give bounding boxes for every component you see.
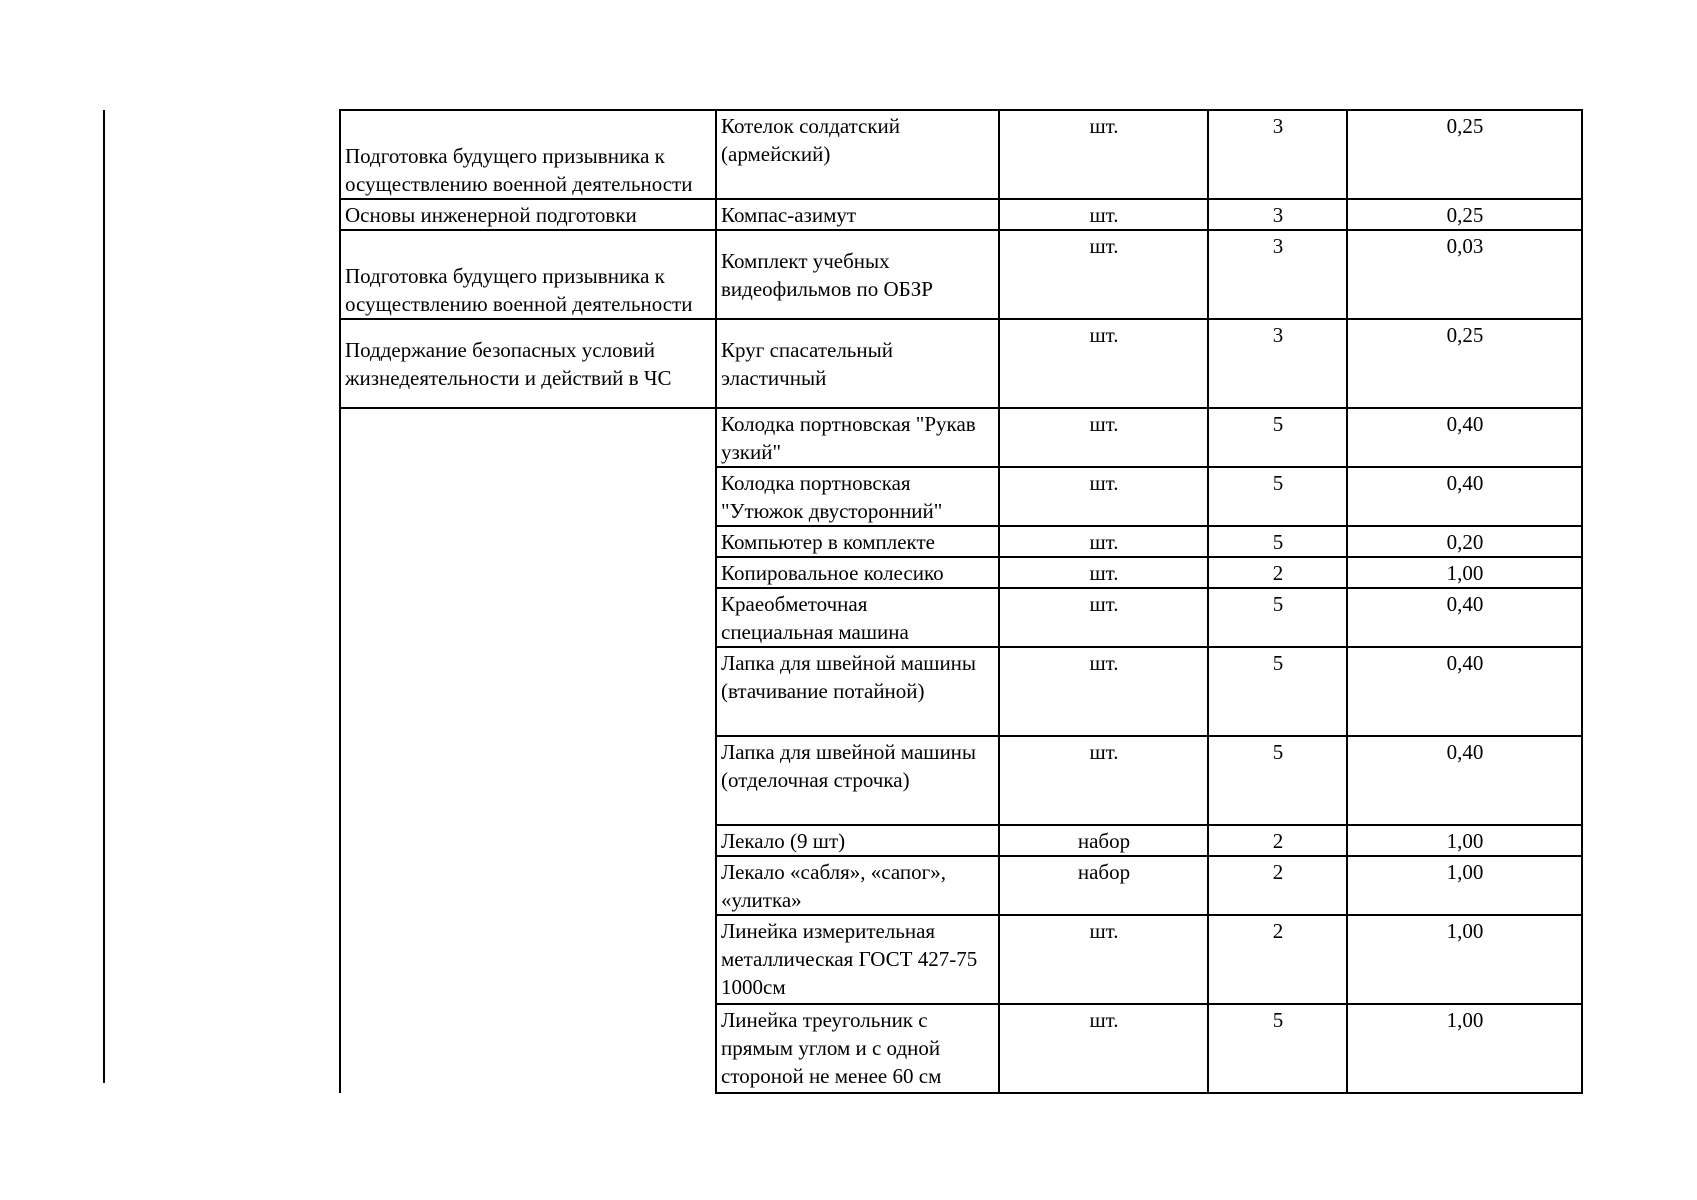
unit-cell: шт. (999, 647, 1208, 736)
topic-cell: Основы инженерной подготовки (340, 199, 716, 230)
qty-cell: 2 (1208, 856, 1347, 915)
coef-cell: 0,25 (1347, 110, 1582, 199)
item-cell: Компьютер в комплекте (716, 526, 999, 557)
coef-cell: 1,00 (1347, 825, 1582, 856)
qty-cell: 5 (1208, 647, 1347, 736)
table-row (340, 408, 1582, 467)
table-row (340, 230, 1582, 319)
coef-cell: 0,25 (1347, 319, 1582, 408)
qty-cell: 3 (1208, 319, 1347, 408)
unit-cell: шт. (999, 915, 1208, 1004)
coef-cell: 0,40 (1347, 647, 1582, 736)
item-cell: Комплект учебных видеофильмов по ОБЗР (716, 230, 999, 319)
qty-cell: 2 (1208, 557, 1347, 588)
table-row (340, 199, 1582, 230)
left-margin-rule (103, 110, 105, 1083)
coef-cell: 0,40 (1347, 408, 1582, 467)
coef-cell: 0,25 (1347, 199, 1582, 230)
equipment-table-wrapper (339, 109, 1583, 1094)
coef-cell: 1,00 (1347, 557, 1582, 588)
qty-cell: 2 (1208, 825, 1347, 856)
item-cell: Лекало «сабля», «сапог», «улитка» (716, 856, 999, 915)
item-cell: Колодка портновская "Рукав узкий" (716, 408, 999, 467)
unit-cell: шт. (999, 199, 1208, 230)
item-cell: Лапка для швейной машины (отделочная строчка) (716, 736, 999, 825)
equipment-table (339, 109, 1583, 1094)
item-cell: Копировальное колесико (716, 557, 999, 588)
qty-cell: 5 (1208, 526, 1347, 557)
topic-cell-empty (340, 408, 716, 1093)
unit-cell: шт. (999, 319, 1208, 408)
unit-cell: шт. (999, 230, 1208, 319)
topic-cell: Подготовка будущего призывника к осуществлению военной деятельности (340, 230, 716, 319)
table-row (340, 110, 1582, 199)
topic-cell: Подготовка будущего призывника к осуществлению военной деятельности (340, 110, 716, 199)
coef-cell: 0,40 (1347, 588, 1582, 647)
coef-cell: 0,03 (1347, 230, 1582, 319)
qty-cell: 5 (1208, 467, 1347, 526)
qty-cell: 5 (1208, 1004, 1347, 1093)
qty-cell: 5 (1208, 588, 1347, 647)
item-cell: Компас-азимут (716, 199, 999, 230)
coef-cell: 1,00 (1347, 915, 1582, 1004)
unit-cell: набор (999, 825, 1208, 856)
unit-cell: шт. (999, 1004, 1208, 1093)
item-cell: Краеобметочная специальная машина (716, 588, 999, 647)
unit-cell: шт. (999, 408, 1208, 467)
item-cell: Линейка треугольник с прямым углом и с одной стороной не менее 60 см (716, 1004, 999, 1093)
unit-cell: шт. (999, 467, 1208, 526)
topic-cell: Поддержание безопасных условий жизнедеятельности и действий в ЧС (340, 319, 716, 408)
qty-cell: 2 (1208, 915, 1347, 1004)
coef-cell: 1,00 (1347, 856, 1582, 915)
unit-cell: шт. (999, 526, 1208, 557)
unit-cell: набор (999, 856, 1208, 915)
item-cell: Котелок солдатский (армейский) (716, 110, 999, 199)
coef-cell: 1,00 (1347, 1004, 1582, 1093)
item-cell: Лапка для швейной машины (втачивание потайной) (716, 647, 999, 736)
qty-cell: 5 (1208, 736, 1347, 825)
coef-cell: 0,40 (1347, 736, 1582, 825)
qty-cell: 3 (1208, 110, 1347, 199)
item-cell: Лекало (9 шт) (716, 825, 999, 856)
item-cell: Круг спасательный эластичный (716, 319, 999, 408)
unit-cell: шт. (999, 110, 1208, 199)
coef-cell: 0,40 (1347, 467, 1582, 526)
unit-cell: шт. (999, 736, 1208, 825)
qty-cell: 5 (1208, 408, 1347, 467)
coef-cell: 0,20 (1347, 526, 1582, 557)
qty-cell: 3 (1208, 230, 1347, 319)
item-cell: Колодка портновская "Утюжок двусторонний" (716, 467, 999, 526)
item-cell: Линейка измерительная металлическая ГОСТ 427-75 1000см (716, 915, 999, 1004)
unit-cell: шт. (999, 588, 1208, 647)
qty-cell: 3 (1208, 199, 1347, 230)
table-row (340, 319, 1582, 408)
unit-cell: шт. (999, 557, 1208, 588)
